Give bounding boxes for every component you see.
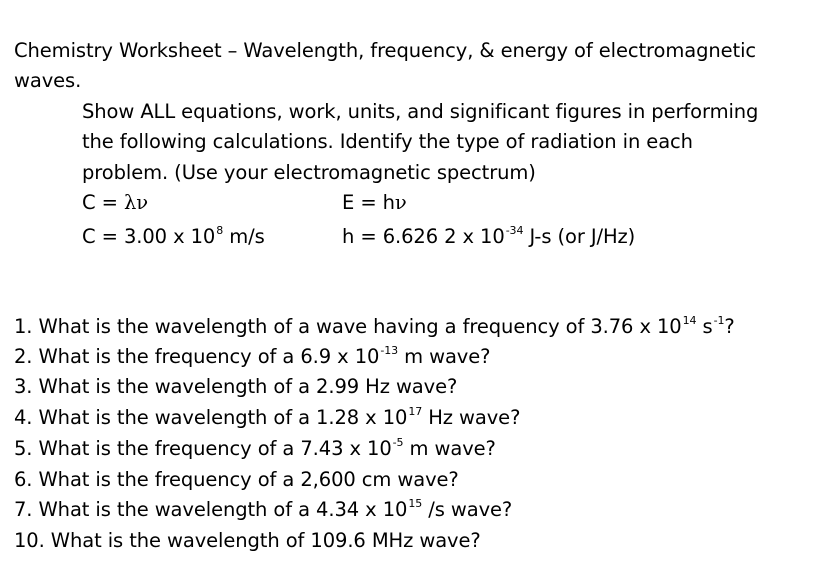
instructions-text-2: the following calculations. Identify the type of radiation in each bbox=[82, 130, 693, 153]
question-6-text: 6. What is the frequency of a 2,600 cm wave? bbox=[14, 468, 459, 491]
instructions-text-1: Show ALL equations, work, units, and significant figures in performing bbox=[82, 100, 759, 123]
question-4 bbox=[14, 405, 520, 431]
constant-speed-of-light bbox=[82, 224, 265, 250]
question-1-unit-exponent: -1 bbox=[713, 314, 725, 327]
question-1-text: 1. What is the wavelength of a wave having a frequency of 3.76 x 10 bbox=[14, 315, 682, 338]
question-7-text: 7. What is the wavelength of a 4.34 x 10 bbox=[14, 498, 408, 521]
question-2-text: 2. What is the frequency of a 6.9 x 10 bbox=[14, 345, 380, 368]
question-5-exponent: -5 bbox=[392, 436, 404, 449]
instructions-line-2 bbox=[82, 129, 693, 155]
equation-c-lhs: C = bbox=[82, 191, 124, 214]
constant-c-unit: m/s bbox=[223, 225, 265, 248]
question-2-exponent: -13 bbox=[380, 344, 398, 357]
question-1 bbox=[14, 314, 735, 340]
worksheet-title-line-2 bbox=[14, 68, 81, 94]
constant-planck bbox=[342, 224, 635, 250]
instructions-line-3 bbox=[82, 160, 536, 186]
question-5-end: m wave? bbox=[403, 437, 496, 460]
constant-h-exponent: -34 bbox=[505, 224, 524, 237]
question-4-text: 4. What is the wavelength of a 1.28 x 10 bbox=[14, 406, 408, 429]
worksheet-title-line-1 bbox=[14, 38, 756, 64]
question-7-exponent: 15 bbox=[408, 497, 423, 510]
equation-e-lhs: E = h bbox=[342, 191, 395, 214]
question-7 bbox=[14, 497, 512, 523]
worksheet-title-text-cont: waves. bbox=[14, 69, 82, 92]
constant-c-pre: C = 3.00 x 10 bbox=[82, 225, 216, 248]
worksheet-title-text: Chemistry Worksheet – Wavelength, frequency, & energy of electromagnetic bbox=[14, 39, 757, 62]
question-7-end: /s wave? bbox=[422, 498, 513, 521]
question-6 bbox=[14, 467, 459, 493]
instructions-line-1 bbox=[82, 99, 758, 125]
equation-energy bbox=[342, 190, 407, 216]
question-1-end: ? bbox=[724, 315, 735, 338]
question-10 bbox=[14, 528, 481, 554]
question-4-exponent: 17 bbox=[408, 405, 423, 418]
equation-lambda-nu: λν bbox=[123, 191, 148, 214]
question-1-exponent: 14 bbox=[682, 314, 697, 327]
question-2-end: m wave? bbox=[398, 345, 491, 368]
constant-c-exponent: 8 bbox=[216, 224, 224, 237]
question-3 bbox=[14, 374, 457, 400]
instructions-text-3: problem. (Use your electromagnetic spectrum) bbox=[82, 161, 536, 184]
question-2 bbox=[14, 344, 490, 370]
question-5-text: 5. What is the frequency of a 7.43 x 10 bbox=[14, 437, 392, 460]
question-10-text: 10. What is the wavelength of 109.6 MHz wave? bbox=[14, 529, 481, 552]
equation-speed-of-light bbox=[82, 190, 148, 216]
constant-h-unit: J-s (or J/Hz) bbox=[523, 225, 636, 248]
equation-nu: ν bbox=[394, 191, 407, 214]
question-1-unit: s bbox=[696, 315, 713, 338]
question-5 bbox=[14, 436, 496, 462]
constant-h-pre: h = 6.626 2 x 10 bbox=[342, 225, 505, 248]
question-4-end: Hz wave? bbox=[422, 406, 521, 429]
question-3-text: 3. What is the wavelength of a 2.99 Hz wave? bbox=[14, 375, 458, 398]
